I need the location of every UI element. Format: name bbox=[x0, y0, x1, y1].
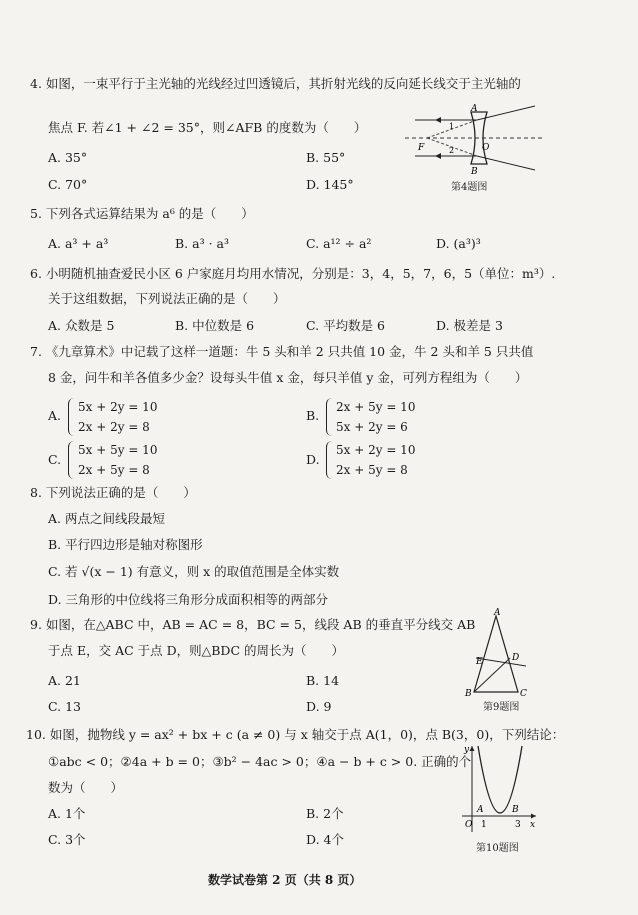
q9-option-a: A. 21 bbox=[48, 673, 81, 688]
q4-option-c: C. 70° bbox=[48, 177, 88, 192]
q6-stem-line2: 关于这组数据，下列说法正确的是（ ） bbox=[48, 291, 286, 306]
q4-label-angle1: 1 bbox=[449, 122, 455, 131]
q10-option-c: C. 3个 bbox=[48, 832, 86, 847]
q8-option-c: C. 若 √(x − 1) 有意义，则 x 的取值范围是全体实数 bbox=[48, 564, 340, 579]
q10-label-b: B bbox=[512, 805, 519, 815]
q10-stem-line1: 10. 如图，抛物线 y = ax² + bx + c (a ≠ 0) 与 x 轴交于点 A(1，0)，点 B(3，0)，下列结论： bbox=[26, 727, 565, 742]
q9-stem-line2: 于点 E，交 AC 于点 D，则△BDC 的周长为（ ） bbox=[48, 643, 344, 658]
q4-concave-lens-figure bbox=[405, 104, 545, 178]
q7-option-a-letter: A. bbox=[48, 408, 62, 423]
q10-option-d: D. 4个 bbox=[306, 832, 344, 847]
q4-label-a: A bbox=[471, 104, 478, 114]
q10-stem-line3: 数为（ ） bbox=[48, 780, 124, 795]
q4-option-a: A. 35° bbox=[48, 150, 88, 165]
q7-stem-line2: 8 金，问牛和羊各值多少金？设每头牛值 x 金，每只羊值 y 金，可列方程组为（ ） bbox=[48, 370, 528, 385]
q6-stem-line1: 6. 小明随机抽查爱民小区 6 户家庭月均用水情况，分别是：3，4，5，7，6，5（单位：m³）. bbox=[30, 266, 556, 281]
q5-option-a: A. a³ + a³ bbox=[48, 236, 109, 251]
q10-option-a: A. 1个 bbox=[48, 806, 86, 821]
q7-option-c-eq2: 2x + 5y = 8 bbox=[78, 463, 150, 477]
q7-option-b-brace bbox=[326, 398, 333, 436]
q10-label-o: O bbox=[465, 820, 473, 830]
q9-option-c: C. 13 bbox=[48, 699, 81, 714]
q4-option-b: B. 55° bbox=[306, 150, 346, 165]
q8-option-a: A. 两点之间线段最短 bbox=[48, 511, 165, 526]
q7-option-c-letter: C. bbox=[48, 452, 62, 467]
q10-option-b: B. 2个 bbox=[306, 806, 344, 821]
q6-option-a: A. 众数是 5 bbox=[48, 318, 115, 333]
q10-figure-caption: 第10题图 bbox=[476, 843, 519, 854]
q7-option-d-letter: D. bbox=[306, 452, 320, 467]
q4-stem-line1: 4. 如图，一束平行于主光轴的光线经过凹透镜后，其折射光线的反向延长线交于主光轴的 bbox=[30, 76, 521, 91]
q9-stem-line1: 9. 如图，在△ABC 中，AB = AC = 8，BC = 5，线段 AB 的垂直平分线交 AB bbox=[30, 617, 476, 632]
q9-figure-caption: 第9题图 bbox=[483, 702, 520, 713]
q9-label-e: E bbox=[476, 657, 483, 667]
q4-label-o: O bbox=[482, 143, 490, 153]
q7-option-b-eq1: 2x + 5y = 10 bbox=[336, 400, 416, 414]
q7-stem-line1: 7. 《九章算术》中记载了这样一道题：牛 5 头和羊 2 只共值 10 金，牛 2 头和羊 5 只共值 bbox=[30, 344, 534, 359]
q9-label-a: A bbox=[494, 608, 501, 618]
q4-label-angle2: 2 bbox=[449, 146, 455, 155]
q8-option-d: D. 三角形的中位线将三角形分成面积相等的两部分 bbox=[48, 592, 329, 607]
q4-option-d: D. 145° bbox=[306, 177, 354, 192]
q9-triangle-figure bbox=[462, 608, 542, 699]
q7-option-d-brace bbox=[326, 441, 333, 479]
q5-option-c: C. a¹² ÷ a² bbox=[306, 236, 372, 251]
q7-option-d-eq2: 2x + 5y = 8 bbox=[336, 463, 408, 477]
q10-stem-line2: ①abc < 0；②4a + b = 0；③b² − 4ac > 0；④a − b + c > 0. 正确的个 bbox=[48, 754, 472, 769]
q7-option-c-brace bbox=[68, 441, 75, 479]
q4-label-b: B bbox=[471, 167, 478, 177]
q10-label-a: A bbox=[477, 805, 484, 815]
q10-label-tick3: 3 bbox=[515, 820, 521, 830]
q7-option-d-eq1: 5x + 2y = 10 bbox=[336, 443, 416, 457]
q9-label-d: D bbox=[512, 653, 520, 663]
q8-stem: 8. 下列说法正确的是（ ） bbox=[30, 485, 196, 500]
q9-label-c: C bbox=[520, 689, 527, 699]
page-footer: 数学试卷第 2 页（共 8 页） bbox=[208, 873, 362, 887]
q5-option-d: D. (a³)³ bbox=[436, 236, 481, 251]
q10-parabola-figure bbox=[460, 744, 538, 836]
q10-label-y: y bbox=[464, 745, 470, 755]
q10-label-tick1: 1 bbox=[481, 820, 487, 830]
q4-stem-line2: 焦点 F. 若∠1 + ∠2 = 35°，则∠AFB 的度数为（ ） bbox=[48, 120, 367, 135]
q7-option-a-eq1: 5x + 2y = 10 bbox=[78, 400, 158, 414]
q9-option-b: B. 14 bbox=[306, 673, 340, 688]
q9-option-d: D. 9 bbox=[306, 699, 332, 714]
q9-label-b: B bbox=[465, 689, 472, 699]
q7-option-c-eq1: 5x + 5y = 10 bbox=[78, 443, 158, 457]
q4-figure-caption: 第4题图 bbox=[451, 182, 488, 193]
q6-option-c: C. 平均数是 6 bbox=[306, 318, 385, 333]
q5-option-b: B. a³ · a³ bbox=[175, 236, 229, 251]
q5-stem: 5. 下列各式运算结果为 a⁶ 的是（ ） bbox=[30, 206, 254, 221]
q7-option-b-eq2: 5x + 2y = 6 bbox=[336, 420, 408, 434]
q8-option-b: B. 平行四边形是轴对称图形 bbox=[48, 537, 203, 552]
q7-option-a-brace bbox=[68, 398, 75, 436]
q4-label-f: F bbox=[418, 143, 425, 153]
q6-option-d: D. 极差是 3 bbox=[436, 318, 503, 333]
q10-label-x: x bbox=[530, 820, 536, 830]
q7-option-a-eq2: 2x + 2y = 8 bbox=[78, 420, 150, 434]
q7-option-b-letter: B. bbox=[306, 408, 320, 423]
q6-option-b: B. 中位数是 6 bbox=[175, 318, 255, 333]
